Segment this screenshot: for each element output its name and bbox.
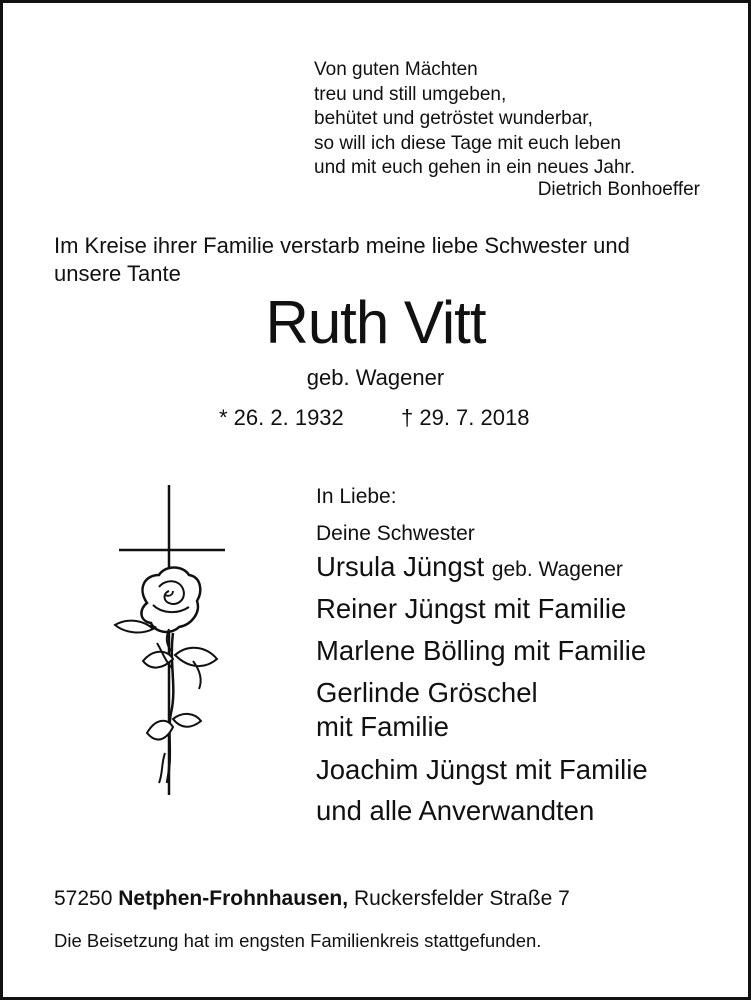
- poem: [314, 58, 635, 181]
- birth-date: * 26. 2. 1932: [219, 405, 344, 430]
- signature-family-1: Reiner Jüngst mit Familie: [316, 593, 627, 624]
- burial-note: Die Beisetzung hat im engsten Familienkreis stattgefunden.: [54, 930, 542, 951]
- death-date: † 29. 7. 2018: [401, 405, 530, 430]
- address: [54, 887, 570, 911]
- signature-sister: [316, 551, 623, 583]
- signature-relation: Deine Schwester: [316, 522, 475, 545]
- poem-author: Dietrich Bonhoeffer: [537, 179, 700, 200]
- address-zip: 57250: [54, 887, 113, 910]
- signature-intro: In Liebe:: [316, 485, 397, 508]
- sister-maiden-name: geb. Wagener: [491, 558, 623, 581]
- address-town: Netphen-Frohnhausen,: [118, 887, 349, 910]
- signature-closing: und alle Anverwandten: [316, 795, 595, 826]
- intro-line: unsere Tante: [54, 261, 181, 286]
- sister-name: Ursula Jüngst: [316, 551, 485, 582]
- signature-family-4: Joachim Jüngst mit Familie: [316, 754, 648, 785]
- signature-family-3b: mit Familie: [316, 711, 449, 742]
- poem-line: so will ich diese Tage mit euch leben: [314, 132, 621, 154]
- poem-line: und mit euch gehen in ein neues Jahr.: [314, 157, 636, 178]
- signature-family-2: Marlene Bölling mit Familie: [316, 635, 647, 666]
- poem-line: treu und still umgeben,: [314, 83, 507, 105]
- maiden-name: geb. Wagener: [306, 365, 445, 390]
- intro-text: [54, 232, 630, 288]
- cross-with-rose-icon: [107, 483, 231, 798]
- deceased-name: Ruth Vitt: [265, 289, 486, 356]
- signature-family-3a: Gerlinde Gröschel: [316, 677, 538, 708]
- poem-line: behütet und getröstet wunderbar,: [314, 108, 593, 129]
- intro-line: Im Kreise ihrer Familie verstarb meine liebe Schwester und: [54, 233, 630, 258]
- address-street: Ruckersfelder Straße 7: [353, 887, 570, 910]
- poem-line: Von guten Mächten: [314, 59, 478, 80]
